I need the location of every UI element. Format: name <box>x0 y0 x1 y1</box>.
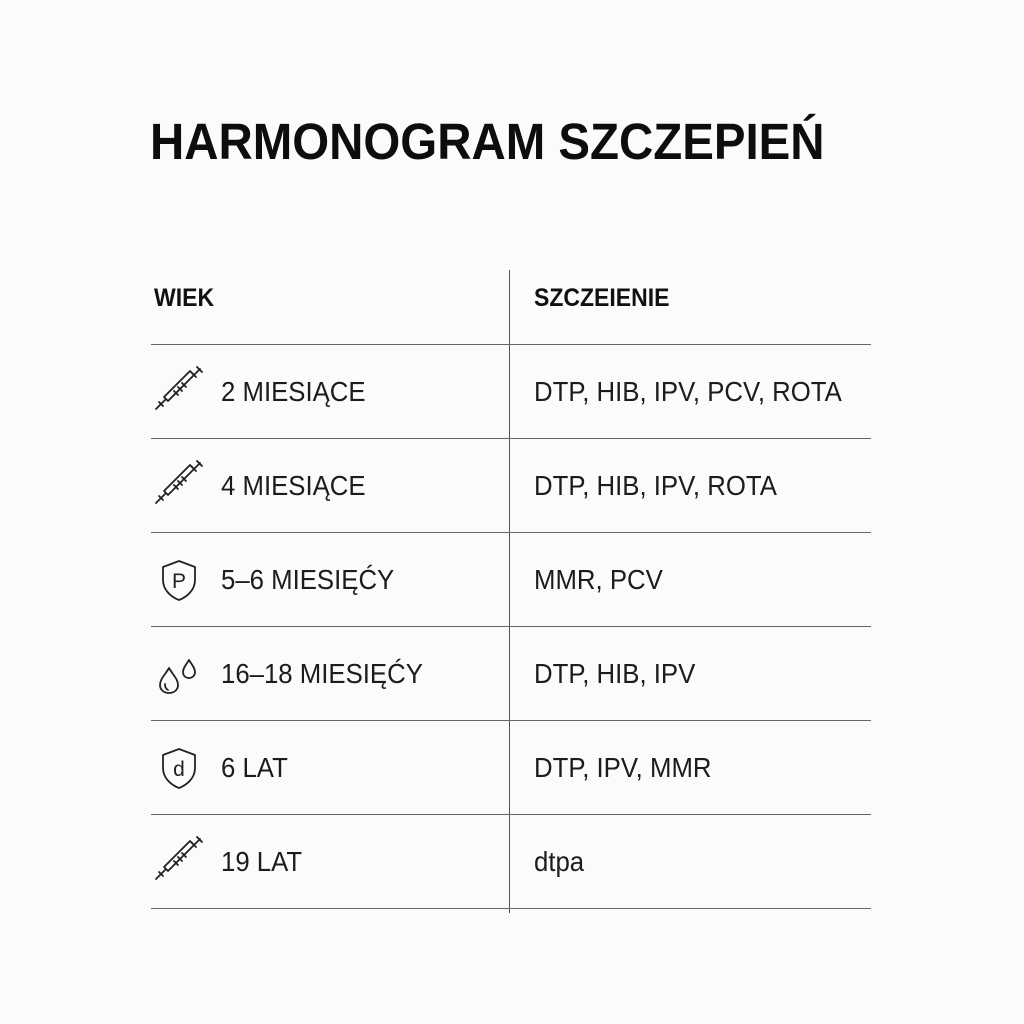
cell-age: 19 LAT <box>221 845 303 877</box>
syringe-icon <box>151 364 207 420</box>
table-row <box>151 533 871 627</box>
header-vaccine: SZCZEIENIE <box>534 284 670 312</box>
cell-vaccines: DTP, HIB, IPV, PCV, ROTA <box>534 375 842 407</box>
cell-age: 16–18 MIESIĘĆY <box>221 657 423 689</box>
syringe-icon <box>151 834 207 890</box>
table-row <box>151 345 871 439</box>
cell-age: 6 LAT <box>221 751 288 783</box>
cell-vaccines: dtpa <box>534 845 585 877</box>
header-age: WIEK <box>154 284 215 312</box>
shield-p-icon <box>151 552 207 608</box>
page-title: HARMONOGRAM SZCZEPIEŃ <box>150 113 825 170</box>
shield-d-letter: d <box>173 757 185 781</box>
cell-vaccines: MMR, PCV <box>534 563 663 595</box>
table-row <box>151 439 871 533</box>
cell-vaccines: DTP, HIB, IPV, ROTA <box>534 469 777 501</box>
table-row <box>151 815 871 909</box>
shield-d-icon <box>151 740 207 796</box>
cell-age: 5–6 MIESIĘĆY <box>221 563 395 595</box>
syringe-icon <box>151 458 207 514</box>
table-header-row <box>151 270 871 345</box>
table-row <box>151 721 871 815</box>
table-row <box>151 627 871 721</box>
shield-p-letter: P <box>171 569 187 593</box>
cell-vaccines: DTP, HIB, IPV <box>534 657 696 689</box>
drops-icon <box>151 646 207 702</box>
cell-vaccines: DTP, IPV, MMR <box>534 751 712 783</box>
schedule-table <box>151 270 871 909</box>
cell-age: 2 MIESIĄCE <box>221 375 366 407</box>
cell-age: 4 MIESIĄCE <box>221 469 366 501</box>
